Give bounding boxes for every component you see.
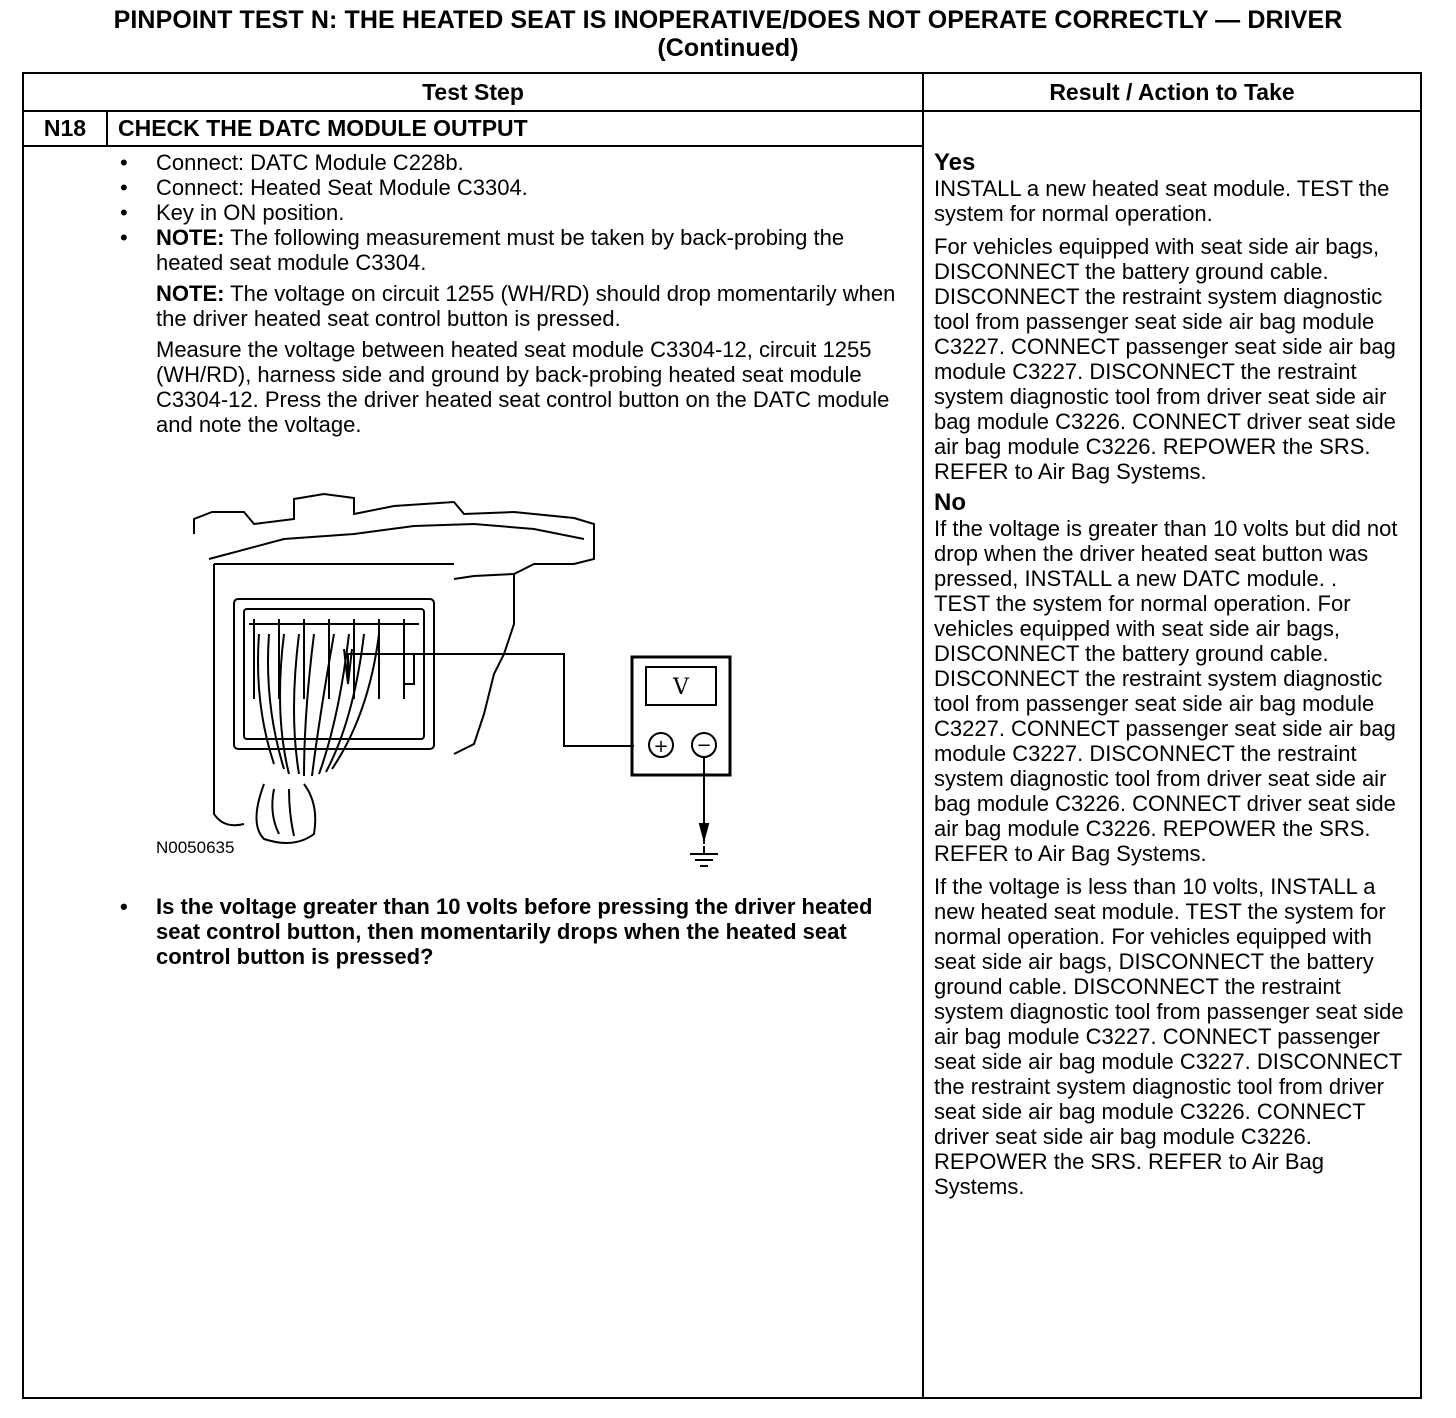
column-divider — [922, 74, 924, 1397]
voltmeter-display: V — [673, 675, 689, 700]
note-label: NOTE: — [156, 281, 225, 306]
title-line-2: (Continued) — [657, 34, 799, 62]
note-label: NOTE: — [156, 225, 225, 250]
positive-terminal-icon: + — [653, 736, 669, 757]
question-text: • Is the voltage greater than 10 volts before pressing the driver heated seat control button, then momentarily drops when the heated seat control button is pressed? — [108, 894, 908, 969]
yes-action-2: For vehicles equipped with seat side air bags, DISCONNECT the battery ground cable. DISCONNECT the restraint system diagnostic tool from passenger seat side air bag module C3227. CONNECT passenger seat side air bag module C3227. DISCONNECT the restraint system diagnostic tool from driver seat side air bag module C3226. CONNECT driver seat side air bag module C3226. REPOWER the SRS. REFER to Air Bag Systems. — [934, 234, 1396, 484]
step-row-divider — [24, 145, 922, 147]
title-line-1: PINPOINT TEST N: THE HEATED SEAT IS INOPERATIVE/DOES NOT OPERATE CORRECTLY — DRIVER — [113, 6, 1343, 34]
ground-symbol-icon — [684, 846, 724, 876]
test-table — [22, 72, 1422, 1399]
bullet-note-1 — [108, 225, 908, 275]
step-instructions — [108, 150, 908, 437]
connector-voltmeter-figure — [154, 484, 734, 844]
no-action-2: If the voltage is less than 10 volts, INSTALL a new heated seat module. TEST the system for normal operation. For vehicles equipped with seat side air bags, DISCONNECT the battery ground cable. DISCONNECT the restraint system diagnostic tool from passenger seat side air bag module C3227. CONNECT passenger seat side air bag module C3227. DISCONNECT the restraint system diagnostic tool from driver seat side air bag module C3226. CONNECT driver seat side air bag module C3226. REPOWER the SRS. REFER to Air Bag Systems. — [934, 874, 1404, 1199]
bullet-key-on: • Key in ON position. — [108, 200, 908, 225]
result-action-column — [934, 150, 1414, 1199]
step-number-divider — [106, 110, 108, 146]
step-number: N18 — [43, 115, 87, 141]
no-action-1b: TEST the system for normal operation. For vehicles equipped with seat side air bags, DISCONNECT the battery ground cable. DISCONNECT the restraint system diagnostic tool from passenger seat side air bag module C3227. CONNECT passenger seat side air bag module C3227. DISCONNECT the restraint system diagnostic tool from driver seat side air bag module C3226. CONNECT driver seat side air bag module C3226. REPOWER the SRS. REFER to Air Bag Systems. — [934, 591, 1396, 866]
bullet-question — [108, 894, 908, 969]
note-text: The following measurement must be taken by back-probing the heated seat module C3304. — [156, 225, 845, 275]
figure-id: N0050635 — [156, 838, 235, 857]
negative-terminal-icon: − — [696, 735, 712, 756]
header-test-step: Test Step — [422, 79, 524, 105]
note-text: The voltage on circuit 1255 (WH/RD) should drop momentarily when the driver heated seat control button is pressed. — [156, 281, 896, 331]
ground-lead — [700, 757, 708, 839]
bullet-connect-datc: • Connect: DATC Module C228b. — [108, 150, 908, 175]
measure-instruction: Measure the voltage between heated seat module C3304-12, circuit 1255 (WH/RD), harness side and ground by back-probing heated seat module C3304-12. Press the driver heated seat control button on the DATC module and note the voltage. — [156, 337, 890, 437]
no-action-1: If the voltage is greater than 10 volts but did not drop when the driver heated seat button was pressed, INSTALL a new DATC module. . — [934, 516, 1398, 591]
bullet-connect-seat-module: • Connect: Heated Seat Module C3304. — [108, 175, 908, 200]
step-title: CHECK THE DATC MODULE OUTPUT — [118, 115, 528, 141]
page-title — [0, 6, 1456, 62]
note-2 — [108, 281, 908, 331]
connector-illustration — [194, 494, 634, 843]
no-label: No — [934, 489, 966, 516]
yes-label: Yes — [934, 149, 976, 176]
yes-action-1: INSTALL a new heated seat module. TEST the system for normal operation. — [934, 176, 1390, 226]
header-result-action: Result / Action to Take — [1049, 79, 1295, 105]
